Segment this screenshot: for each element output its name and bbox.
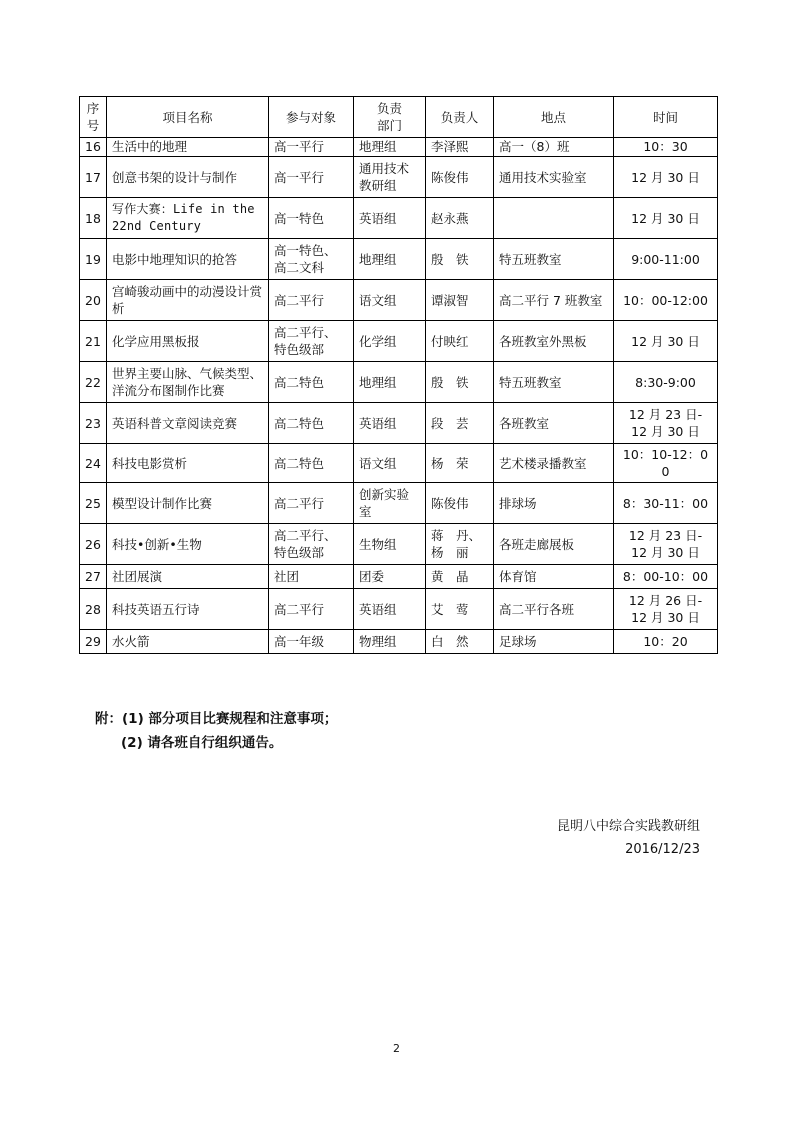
cell-department: 语文组 (354, 280, 426, 321)
table-row (80, 157, 718, 198)
cell-department: 通用技术 教研组 (354, 157, 426, 198)
faded-bleed-through-text (120, 758, 500, 772)
signature-date: 2016/12/23 (625, 842, 700, 857)
cell-person: 黄 晶 (426, 565, 494, 589)
cell-project-name: 模型设计制作比赛 (107, 483, 269, 524)
header-participants: 参与对象 (269, 97, 354, 138)
cell-department: 英语组 (354, 589, 426, 630)
cell-department: 创新实验 室 (354, 483, 426, 524)
cell-project-name: 科技•创新•生物 (107, 524, 269, 565)
cell-project-name: 水火箭 (107, 630, 269, 654)
table-row (80, 280, 718, 321)
table-row (80, 589, 718, 630)
cell-no: 26 (80, 524, 107, 565)
cell-department: 英语组 (354, 198, 426, 239)
cell-department: 地理组 (354, 138, 426, 157)
cell-participants: 高二特色 (269, 444, 354, 483)
cell-department: 团委 (354, 565, 426, 589)
cell-location (494, 198, 614, 239)
cell-no: 20 (80, 280, 107, 321)
cell-time: 10：00-12:00 (614, 280, 718, 321)
cell-location: 排球场 (494, 483, 614, 524)
table-row (80, 444, 718, 483)
cell-project-name: 科技英语五行诗 (107, 589, 269, 630)
appendix-note-2: (2) 请各班自行组织通告。 (121, 735, 283, 751)
cell-person: 陈俊伟 (426, 483, 494, 524)
cell-person: 杨 荣 (426, 444, 494, 483)
signature-organization: 昆明八中综合实践教研组 (556, 819, 700, 834)
cell-location: 特五班教室 (494, 239, 614, 280)
cell-time: 8:30-9:00 (614, 362, 718, 403)
cell-location: 特五班教室 (494, 362, 614, 403)
cell-no: 19 (80, 239, 107, 280)
cell-time: 12 月 30 日 (614, 198, 718, 239)
cell-department: 地理组 (354, 239, 426, 280)
cell-participants: 高二特色 (269, 362, 354, 403)
cell-project-name: 宫崎骏动画中的动漫设计赏析 (107, 280, 269, 321)
table-row (80, 565, 718, 589)
cell-time: 10：10-12：00 (614, 444, 718, 483)
cell-time: 9:00-11:00 (614, 239, 718, 280)
cell-participants: 高一特色、 高二文科 (269, 239, 354, 280)
header-project-name: 项目名称 (107, 97, 269, 138)
cell-time: 10：20 (614, 630, 718, 654)
cell-no: 28 (80, 589, 107, 630)
table-header-row (80, 97, 718, 138)
cell-time: 12 月 23 日- 12 月 30 日 (614, 524, 718, 565)
header-time: 时间 (614, 97, 718, 138)
cell-participants: 高二平行 (269, 280, 354, 321)
cell-time: 12 月 23 日- 12 月 30 日 (614, 403, 718, 444)
cell-location: 高二平行 7 班教室 (494, 280, 614, 321)
cell-department: 地理组 (354, 362, 426, 403)
cell-participants: 高二平行 (269, 589, 354, 630)
cell-department: 英语组 (354, 403, 426, 444)
cell-project-name: 创意书架的设计与制作 (107, 157, 269, 198)
cell-participants: 高一年级 (269, 630, 354, 654)
header-location: 地点 (494, 97, 614, 138)
cell-department: 生物组 (354, 524, 426, 565)
cell-location: 足球场 (494, 630, 614, 654)
table-row (80, 403, 718, 444)
cell-project-name: 写作大赛：Life in the 22nd Century (107, 198, 269, 239)
cell-location: 体育馆 (494, 565, 614, 589)
cell-no: 24 (80, 444, 107, 483)
cell-no: 17 (80, 157, 107, 198)
cell-location: 各班走廊展板 (494, 524, 614, 565)
cell-no: 21 (80, 321, 107, 362)
cell-no: 22 (80, 362, 107, 403)
table-row (80, 239, 718, 280)
cell-department: 化学组 (354, 321, 426, 362)
cell-no: 27 (80, 565, 107, 589)
cell-no: 23 (80, 403, 107, 444)
cell-location: 高一（8）班 (494, 138, 614, 157)
cell-project-name: 化学应用黑板报 (107, 321, 269, 362)
cell-person: 段 芸 (426, 403, 494, 444)
cell-project-name: 科技电影赏析 (107, 444, 269, 483)
cell-project-name: 世界主要山脉、气候类型、洋流分布图制作比赛 (107, 362, 269, 403)
cell-person: 赵永燕 (426, 198, 494, 239)
table-row (80, 138, 718, 157)
table-row (80, 630, 718, 654)
cell-project-name: 英语科普文章阅读竞赛 (107, 403, 269, 444)
cell-participants: 高二平行、 特色级部 (269, 321, 354, 362)
cell-time: 12 月 30 日 (614, 157, 718, 198)
cell-location: 各班教室外黑板 (494, 321, 614, 362)
cell-participants: 高一平行 (269, 138, 354, 157)
table-row (80, 483, 718, 524)
cell-project-name: 电影中地理知识的抢答 (107, 239, 269, 280)
cell-person: 陈俊伟 (426, 157, 494, 198)
cell-person: 殷 铁 (426, 239, 494, 280)
cell-participants: 高一平行 (269, 157, 354, 198)
cell-person: 付映红 (426, 321, 494, 362)
table-row (80, 321, 718, 362)
cell-person: 艾 莺 (426, 589, 494, 630)
cell-location: 艺术楼录播教室 (494, 444, 614, 483)
cell-location: 通用技术实验室 (494, 157, 614, 198)
table-row (80, 362, 718, 403)
cell-participants: 高二特色 (269, 403, 354, 444)
cell-no: 18 (80, 198, 107, 239)
cell-location: 高二平行各班 (494, 589, 614, 630)
cell-time: 8：00-10：00 (614, 565, 718, 589)
cell-participants: 高二平行 (269, 483, 354, 524)
header-department: 负责 部门 (354, 97, 426, 138)
table-row (80, 198, 718, 239)
cell-person: 蒋 丹、 杨 丽 (426, 524, 494, 565)
cell-participants: 社团 (269, 565, 354, 589)
cell-project-name: 生活中的地理 (107, 138, 269, 157)
cell-time: 10：30 (614, 138, 718, 157)
appendix-notes (95, 707, 337, 755)
cell-location: 各班教室 (494, 403, 614, 444)
cell-person: 李泽熙 (426, 138, 494, 157)
cell-participants: 高一特色 (269, 198, 354, 239)
activity-schedule-table (79, 96, 718, 654)
cell-time: 12 月 30 日 (614, 321, 718, 362)
cell-time: 12 月 26 日- 12 月 30 日 (614, 589, 718, 630)
cell-department: 语文组 (354, 444, 426, 483)
header-person-in-charge: 负责人 (426, 97, 494, 138)
cell-project-name: 社团展演 (107, 565, 269, 589)
cell-person: 谭淑智 (426, 280, 494, 321)
appendix-note-1: 附：(1) 部分项目比赛规程和注意事项； (95, 711, 338, 727)
cell-department: 物理组 (354, 630, 426, 654)
cell-participants: 高二平行、 特色级部 (269, 524, 354, 565)
cell-no: 29 (80, 630, 107, 654)
cell-time: 8：30-11：00 (614, 483, 718, 524)
signature-block (557, 815, 700, 861)
page-number: 2 (393, 1042, 400, 1055)
cell-person: 殷 铁 (426, 362, 494, 403)
table-row (80, 524, 718, 565)
header-no: 序 号 (80, 97, 107, 138)
cell-no: 25 (80, 483, 107, 524)
cell-no: 16 (80, 138, 107, 157)
cell-person: 白 然 (426, 630, 494, 654)
